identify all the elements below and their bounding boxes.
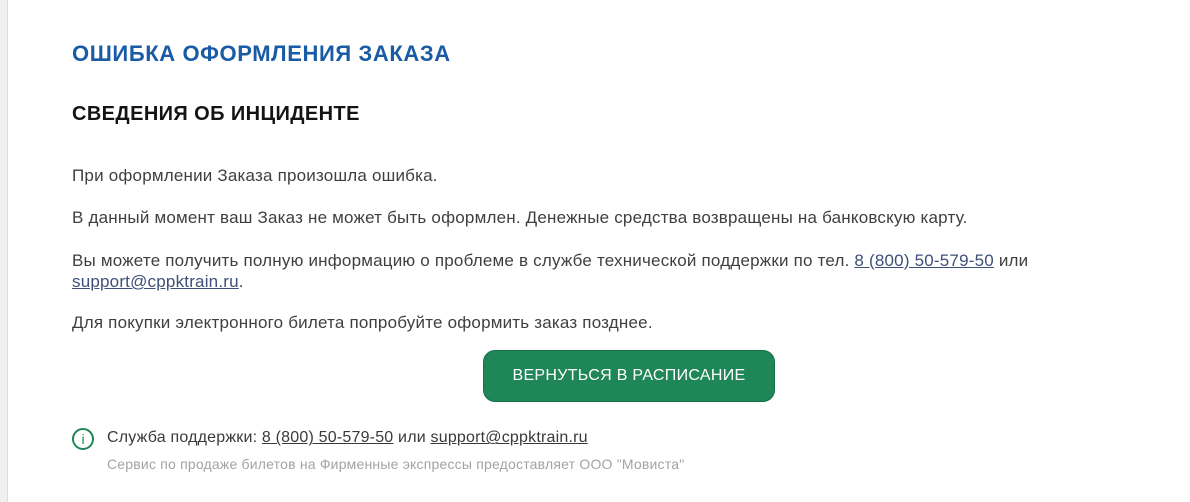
button-row — [72, 350, 1118, 402]
support-email-link[interactable]: support@cppktrain.ru — [72, 271, 239, 291]
support-footer — [72, 428, 1118, 472]
incident-paragraph-refund: В данный момент ваш Заказ не может быть оформлен. Денежные средства возвращены на банковскую карту. — [72, 208, 968, 228]
page-left-edge — [0, 0, 8, 502]
support-label: Служба поддержки: — [107, 429, 262, 447]
or-text: или — [993, 250, 1029, 270]
incident-paragraph-retry: Для покупки электронного билета попробуйте оформить заказ позднее. — [72, 313, 653, 333]
incident-paragraph-error: При оформлении Заказа произошла ошибка. — [72, 166, 438, 186]
sentence-period: . — [238, 271, 244, 291]
footer-email-link[interactable]: support@cppktrain.ru — [430, 429, 588, 447]
page-title: ОШИБКА ОФОРМЛЕНИЯ ЗАКАЗА — [72, 41, 451, 66]
incident-paragraph-support — [72, 250, 1118, 293]
footer-text-block — [107, 428, 684, 472]
provider-note: Сервис по продаже билетов на Фирменные экспрессы предоставляет ООО "Мовиста" — [107, 456, 685, 473]
footer-support-line — [107, 428, 684, 449]
footer-or-text: или — [393, 429, 431, 447]
support-phone-link[interactable]: 8 (800) 50-579-50 — [854, 250, 994, 270]
support-info-text: Вы можете получить полную информацию о проблеме в службе технической поддержки по тел. — [72, 250, 855, 270]
section-title: СВЕДЕНИЯ ОБ ИНЦИДЕНТЕ — [72, 103, 360, 126]
footer-phone-link[interactable]: 8 (800) 50-579-50 — [261, 429, 394, 447]
return-to-schedule-button[interactable]: ВЕРНУТЬСЯ В РАСПИСАНИЕ — [483, 350, 774, 402]
info-icon: i — [72, 428, 94, 450]
